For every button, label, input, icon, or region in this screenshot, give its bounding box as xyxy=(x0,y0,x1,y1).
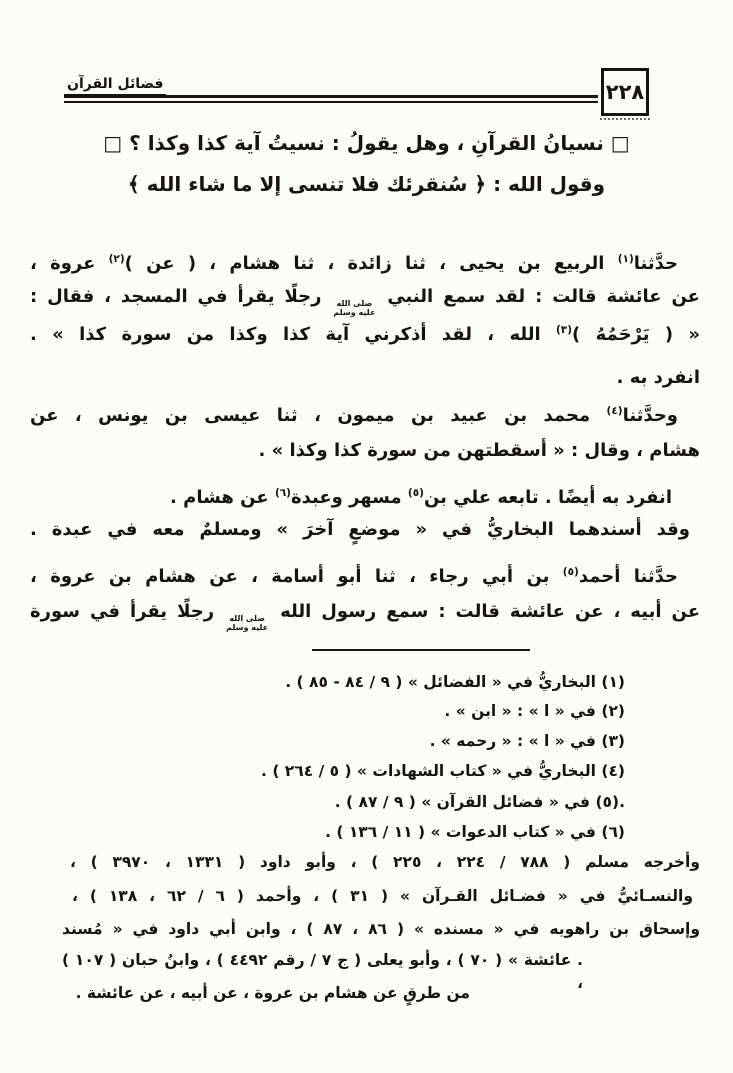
footnote-marker: (٥) xyxy=(407,487,424,499)
body-line: وحدَّثنا$^{(٤)}$ محمد بن عبيد بن ميمون ، ثنا عيسى بن يونس ، عن xyxy=(30,405,678,426)
body-line: عن عائشة قالت : لقد سمع النبي صلى الله عليه وسلم رجلًا يقرأ في المسجد ، فقال : xyxy=(30,286,700,317)
running-title: فضائل القرآن xyxy=(64,76,166,96)
body-line: « ( يَرْحَمُهُ )$^{(٣)}$ الله ، لقد أذكرني آية كذا وكذا من سورة كذا » . xyxy=(30,324,700,345)
footnote-marker: (٦) xyxy=(274,487,291,499)
saw-ligature-icon: صلى الله عليه وسلم xyxy=(226,614,269,632)
footnote-marker: (٥) xyxy=(562,566,579,578)
body-line: حدَّثنا$^{(١)}$ الربيع بن يحيى ، ثنا زائدة ، ثنا هشام ، ( عن )$^{(٢)}$ عروة ، xyxy=(30,253,678,274)
footnote-item: .(٥) في « فضائل القرآن » ( ٩ / ٨٧ ) . xyxy=(334,793,625,811)
footnote-item: (٣) في « ا » : « رحمه » . xyxy=(429,732,625,750)
body-line: وقد أسندهما البخاريُّ في « موضعٍ آخرَ » ومسلمٌ معه في عبدة . xyxy=(30,519,690,540)
page-number: ٢٢٨ xyxy=(605,80,645,104)
body-line: انفرد به أيضًا . تابعه علي بن$^{(٥)}$ مسهر وعبدة$^{(٦)}$ عن هشام . xyxy=(170,487,672,508)
footnote-item: (٤) البخاريُّ في « كتاب الشهادات » ( ٥ / ٢٦٤ ) . xyxy=(261,762,625,780)
footnote-item: (٦) في « كتاب الدعوات » ( ١١ / ١٣٦ ) . xyxy=(325,823,625,841)
chapter-heading-line-1: □ نسيانُ القرآنِ ، وهل يقولُ : نسيتُ آية كذا وكذا ؟ □ xyxy=(103,131,630,155)
page-number-dotted-underline xyxy=(600,118,650,120)
footnote-marker: (١) xyxy=(617,253,634,265)
body-line: انفرد به . xyxy=(616,367,700,388)
header-rule-top xyxy=(64,95,598,98)
saw-ligature-icon: صلى الله عليه وسلم xyxy=(333,299,376,317)
footnote-item: (١) البخاريُّ في « الفضائل » ( ٩ / ٨٤ - ٨٥ ) . xyxy=(285,673,625,691)
footnote-continuation-line: من طرقٍ عن هشام بن عروة ، عن أبيه ، عن عائشة . xyxy=(75,984,470,1002)
body-line: هشام ، وقال : « أسقطتهن من سورة كذا وكذا » . xyxy=(258,440,700,461)
header-rule-bottom xyxy=(64,101,598,103)
footnote-continuation-line: والنسـائيُّ في « فضـائل القـرآن » ( ٣١ ) ، وأحمد ( ٦ / ٦٢ ، ١٣٨ ) ، xyxy=(72,887,693,905)
body-line: حدَّثنا أحمد$^{(٥)}$ بن أبي رجاء ، ثنا أبو أسامة ، عن هشام بن عروة ، xyxy=(30,566,679,587)
footnote-continuation-line: . عائشة » ( ٧٠ ) ، وأبو يعلى ( ج ٧ / رقم ٤٤٩٢ ) ، وابنُ حبان ( ١٠٧ ) ، xyxy=(62,951,584,992)
footnote-continuation-line: وإسحاق بن راهويه في « مسنده » ( ٨٦ ، ٨٧ ) ، وابن أبي داود في « مُسند xyxy=(62,920,701,938)
footnote-item: (٢) في « ا » : « ابن » . xyxy=(444,702,625,720)
body-line: عن أبيه ، عن عائشة قالت : سمع رسول الله صلى الله عليه وسلم رجلًا يقرأ في سورة xyxy=(30,601,700,632)
footnote-marker: (٤) xyxy=(606,405,623,417)
chapter-heading-line-2: وقول الله : ﴿ سُنقرئك فلا تنسى إلا ما شاء الله ﴾ xyxy=(127,172,606,196)
footnote-continuation-line: وأخرجه مسلم ( ٧٨٨ / ٢٢٤ ، ٢٢٥ ) ، وأبو داود ( ١٣٣١ ، ٣٩٧٠ ) ، xyxy=(70,853,700,871)
footnote-marker: (٣) xyxy=(555,324,573,336)
page-number-box xyxy=(601,68,649,116)
footnote-marker: (٢) xyxy=(108,253,125,265)
footnote-separator xyxy=(312,649,530,651)
